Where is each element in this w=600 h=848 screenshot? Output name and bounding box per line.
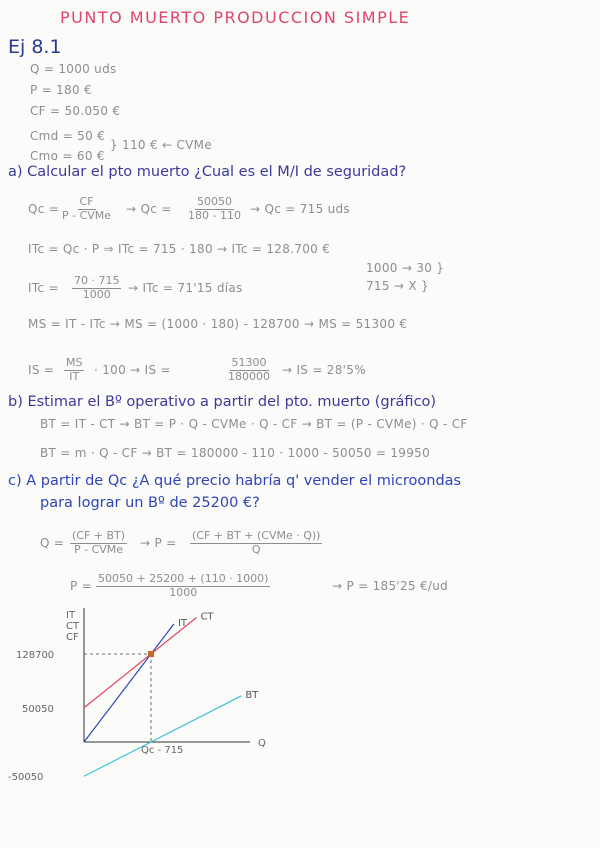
q-denominator: P - CVMe xyxy=(74,542,124,556)
p-numerator: 50050 + 25200 + (110 · 1000) xyxy=(98,572,269,585)
ic-result: → ITc = 71'15 días xyxy=(128,281,243,295)
rule-of-three-1: 1000 → 30 } xyxy=(366,261,445,275)
qc-mid: → Qc = xyxy=(126,202,172,216)
part-b-line-2: BT = m · Q - CF → BT = 180000 - 110 · 1000 - 50050 = 19950 xyxy=(40,446,431,460)
qc-lhs: Qc = xyxy=(28,202,60,216)
data-q: Q = 1000 uds xyxy=(30,62,117,76)
part-a-heading: a) Calcular el pto muerto ¿Cual es el M/I de seguridad? xyxy=(8,164,407,180)
series-bt-extension xyxy=(151,696,241,742)
series-bt-label: BT xyxy=(245,689,259,701)
qc-numerator-2: 50050 xyxy=(196,195,232,208)
data-cmd: Cmd = 50 € xyxy=(30,129,106,143)
q-numerator: (CF + BT) xyxy=(72,529,126,542)
p-result: → P = 185'25 €/ud xyxy=(332,579,449,593)
ic-numerator: 70 · 715 xyxy=(74,274,120,287)
is-numerator-2: 51300 xyxy=(231,356,267,369)
is-denominator: IT xyxy=(69,369,80,383)
y-tick-label: 128700 xyxy=(16,650,55,661)
is-numerator: MS xyxy=(66,356,83,369)
part-b-heading: b) Estimar el Bº operativo a partir del pto. muerto (gráfico) xyxy=(8,394,437,410)
qc-numerator: CF xyxy=(79,195,94,208)
y-axis-label: CF xyxy=(66,632,79,643)
y-tick-label: 50050 xyxy=(22,703,54,715)
p-denominator: 1000 xyxy=(169,585,198,599)
is-denominator-2: 180000 xyxy=(228,369,270,383)
ms-line: MS = IT - ITc → MS = (1000 · 180) - 128700 → MS = 51300 € xyxy=(28,317,408,331)
page-title: PUNTO MUERTO PRODUCCION SIMPLE xyxy=(60,8,411,27)
series-it-line xyxy=(84,654,151,742)
ic-lhs: ITc = xyxy=(28,281,59,295)
y-axis-label: IT xyxy=(66,610,76,621)
series-ct-label: CT xyxy=(200,611,214,623)
series-ct-line xyxy=(84,654,151,708)
rule-of-three-2: 715 → X } xyxy=(366,279,429,293)
part-c-heading-2: para lograr un Bº de 25200 €? xyxy=(40,495,260,511)
y-axis-label: CT xyxy=(66,621,80,632)
p-lhs: P = xyxy=(70,579,93,593)
data-cmo: Cmo = 60 € xyxy=(30,149,105,163)
itc-line: ITc = Qc · P ⇒ ITc = 715 · 180 → ITc = 128.700 € xyxy=(28,242,331,256)
is-lhs: IS = xyxy=(28,363,55,377)
qc-denominator-2: 180 - 110 xyxy=(188,208,241,222)
data-p: P = 180 € xyxy=(30,83,92,97)
qc-result: → Qc = 715 uds xyxy=(250,202,350,216)
is-mid: · 100 → IS = xyxy=(94,363,171,377)
part-b-line-1: BT = IT - CT → BT = P · Q - CVMe · Q - CF → BT = (P - CVMe) · Q - CF xyxy=(40,417,468,431)
q-lhs: Q = xyxy=(40,536,65,550)
q-numerator-2: (CF + BT + (CVMe · Q)) xyxy=(192,529,321,542)
x-tick-label: Qc - 715 xyxy=(141,745,184,756)
qc-denominator: P - CVMe xyxy=(62,208,112,222)
x-axis-label: Q xyxy=(258,738,266,749)
series-ct-extension xyxy=(151,618,196,654)
q-mid: → P = xyxy=(140,536,177,550)
q-denominator-2: Q xyxy=(251,542,261,556)
data-cf: CF = 50.050 € xyxy=(30,104,121,118)
ic-denominator: 1000 xyxy=(82,287,111,301)
y-tick-label: -50050 xyxy=(8,772,44,784)
exercise-number: Ej 8.1 xyxy=(8,36,62,58)
is-result: → IS = 28'5% xyxy=(282,363,366,377)
part-c-heading-1: c) A partir de Qc ¿A qué precio habría q' vender el microondas xyxy=(8,473,462,489)
series-it-label: IT xyxy=(177,617,188,629)
data-cvme: } 110 € ← CVMe xyxy=(110,138,213,152)
breakeven-point-marker xyxy=(148,651,154,657)
